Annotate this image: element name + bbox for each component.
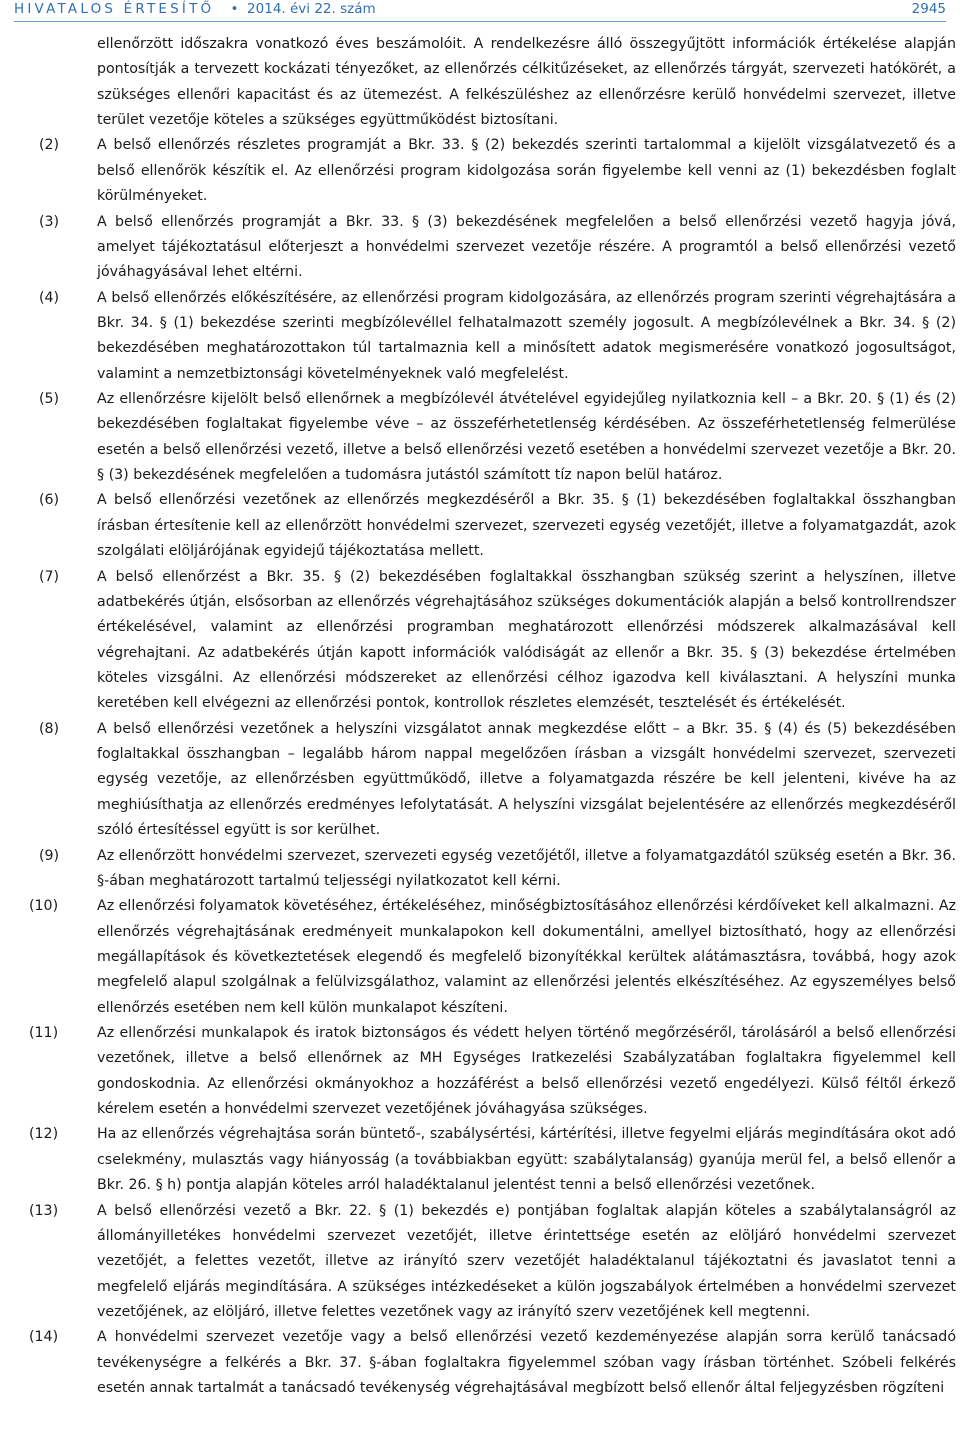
paragraph-number: (11): [29, 1025, 59, 1042]
paragraph-6: [0, 488, 960, 564]
paragraph-text: A honvédelmi szervezet vezetője vagy a belső ellenőrzési vezető kezdeményezése alapján sorra kerülő tanácsadó tevékenységre a felkérés a Bkr. 37. §-ában foglaltakra figyelemmel szóban vagy írásban történhet. Szóbeli felkérés esetén annak tartalmát a tanácsadó tevékenység végrehajtásával megbízott belső ellenőr által feljegyzésben rögzíteni: [97, 1329, 956, 1397]
paragraph-text: A belső ellenőrzés előkészítésére, az ellenőrzési program kidolgozására, az ellenőrzés program szerinti végrehajtására a Bkr. 34. § (1) bekezdése szerinti megbízólevéllel felhatalmazott személy jogosult. A megbízólevélnek a Bkr. 34. § (2) bekezdésében meghatározottakon túl tartalmaznia kell a minősített adatok megismerésére vonatkozó jogosultságot, valamint a nemzetbiztonsági követelményeknek való megfelelést.: [97, 289, 956, 382]
issue-date: 2014. évi 22. szám: [247, 1, 376, 17]
paragraph-number: (10): [29, 898, 59, 915]
paragraph-text: Az ellenőrzési munkalapok és iratok biztonságos és védett helyen történő megőrzéséről, tárolásáról a belső ellenőrzési vezetőnek, illetve a belső ellenőrnek az MH Egységes Iratkezelési Szabályzatában foglaltakra figyelemmel kell gondoskodnia. Az ellenőrzési okmányokhoz a hozzáférést a belső ellenőrzési vezető engedélyezi. Külső féltől érkező kérelem esetén a honvédelmi szervezet vezetőjének jóváhagyása szükséges.: [97, 1025, 956, 1118]
paragraph-number: (8): [39, 720, 60, 737]
paragraph-text: Ha az ellenőrzés végrehajtása során büntető-, szabálysértési, kártérítési, illetve fegyelmi eljárás megindítására okot adó cselekmény, mulasztás vagy hiányosság (a továbbiakban együtt: szabálytalanság) gyanúja merül fel, a belső ellenőr a Bkr. 26. § h) pontja alapján köteles arról haladéktalanul jelentést tenni a belső ellenőrzési vezetőnek.: [97, 1126, 956, 1194]
paragraph-9: [0, 844, 960, 895]
paragraph-number: (12): [29, 1126, 59, 1143]
paragraph-3: [0, 210, 960, 286]
paragraph-text: A belső ellenőrzés részletes programját a Bkr. 33. § (2) bekezdés szerinti tartalommal a kijelölt vizsgálatvezető és a belső ellenőrök készítik el. Az ellenőrzési program kidolgozása során figyelembe kell venni az (1) bekezdésben foglalt körülményeket.: [97, 137, 956, 205]
paragraph-11: [0, 1021, 960, 1122]
paragraph-number: (9): [39, 847, 60, 864]
paragraph-5: [0, 387, 960, 488]
header-divider: [14, 21, 946, 22]
paragraph-text: Az ellenőrzött honvédelmi szervezet, szervezeti egység vezetőjétől, illetve a folyamatgazdától szükség esetén a Bkr. 36. §-ában meghatározott tartalmú teljességi nyilatkozatot kell kérni.: [97, 847, 956, 889]
header-left: [14, 1, 376, 17]
publication-title: HIVATALOS ÉRTESÍTŐ: [14, 1, 215, 17]
paragraph-text: A belső ellenőrzési vezető a Bkr. 22. § (1) bekezdés e) pontjában foglaltak alapján köteles a szabálytalanságról az állományilletékes honvédelmi szervezet vezetőjét, illetve érintettsége esetén az elöljáró honvédelmi szervezet vezetőjét, a felettes vezetőt, illetve az irányító szerv vezetőjét haladéktalanul tájékoztatni és javaslatot tenni a megfelelő eljárás megindítására. A szükséges intézkedéseket a külön jogszabályok értelmében a honvédelmi szervezet vezetőjének, az elöljáró, illetve felettes vezetőnek vagy az irányító szerv vezetőjének kell megtenni.: [97, 1202, 956, 1320]
paragraph-text: ellenőrzött időszakra vonatkozó éves beszámolóit. A rendelkezésre álló összegyűjtött információk értékelése alapján pontosítják a tervezett kockázati tényezőket, az ellenőrzés célkitűzéseket, az ellenőrzés tárgyát, szervezeti hatókörét, a szükséges ellenőri kapacitást és az ütemezést. A felkészüléshez az ellenőrzésre kerülő honvédelmi szervezet, illetve terület vezetője köteles a szükséges együttműködést biztosítani.: [97, 36, 956, 129]
paragraph-7: [0, 565, 960, 717]
paragraph-number: (4): [39, 289, 60, 306]
paragraph-10: [0, 894, 960, 1021]
paragraph-number: (13): [29, 1202, 59, 1219]
paragraph-text: A belső ellenőrzést a Bkr. 35. § (2) bekezdésében foglaltakkal összhangban szükség szerint a helyszínen, illetve adatbekérés útján, elsősorban az ellenőrzés végrehajtásához szükséges dokumentációk alapján a belső kontrollrendszer értékelésével, valamint az ellenőrzési programban meghatározott ellenőrzési módszerek alkalmazásával kell végrehajtani. Az adatbekérés útján kapott információk valódiságát az ellenőr a Bkr. 35. § (3) bekezdése értelmében köteles vizsgálni. Az ellenőrzési módszereket az ellenőrzési célhoz igazodva kell kiválasztani. A helyszíni munka keretében kell elvégezni az ellenőrzési pontok, kontrollok részletes elemzését, tesztelését és értékelését.: [97, 568, 956, 712]
paragraph-8: [0, 717, 960, 844]
paragraph-13: [0, 1199, 960, 1326]
paragraph-number: (14): [29, 1329, 59, 1346]
paragraph-number: (5): [39, 391, 60, 408]
paragraph-number: (7): [39, 568, 60, 585]
paragraph-2: [0, 133, 960, 209]
page-header: [14, 0, 946, 22]
paragraph-text: A belső ellenőrzési vezetőnek az ellenőrzés megkezdéséről a Bkr. 35. § (1) bekezdésében foglaltakkal összhangban írásban értesítenie kell az ellenőrzött honvédelmi szervezet, szervezeti egység vezetőjét, illetve a folyamatgazdát, azok szolgálati elöljárójának egyidejű tájékoztatása mellett.: [97, 492, 956, 560]
paragraph-14: [0, 1325, 960, 1401]
paragraph-12: [0, 1122, 960, 1198]
paragraph-continuation: [0, 32, 960, 133]
paragraph-text: Az ellenőrzésre kijelölt belső ellenőrnek a megbízólevél átvételével egyidejűleg nyilatkoznia kell – a Bkr. 20. § (1) és (2) bekezdésében foglaltakat figyelembe véve – az összeférhetetlenség kérdésében. Az összeférhetetlenség felmerülése esetén a belső ellenőrzési vezető, illetve a belső ellenőrzési vezető esetében a honvédelmi szervezet vezetője a Bkr. 20. § (3) bekezdésének megfelelően a tudomásra jutástól számított tíz napon belül határoz.: [97, 391, 956, 484]
paragraph-text: A belső ellenőrzés programját a Bkr. 33. § (3) bekezdésének megfelelően a belső ellenőrzési vezető hagyja jóvá, amelyet tájékoztatásul előterjeszt a honvédelmi szervezet vezetője részére. A programtól a belső ellenőrzési vezető jóváhagyásával lehet eltérni.: [97, 213, 956, 281]
paragraph-text: Az ellenőrzési folyamatok követéséhez, értékeléséhez, minőségbiztosításához ellenőrzési kérdőíveket kell alkalmazni. Az ellenőrzés végrehajtásának eredményeit munkalapokon kell dokumentálni, amellyel biztosítható, hogy az ellenőrzési megállapítások és következtetések elegendő és megfelelő bizonyítékkal kerültek alátámasztásra, továbbá, hogy azok megfelelő alapul szolgálnak a felülvizsgálathoz, valamint az ellenőrzési jelentés elkészítéséhez. Az egyszemélyes belső ellenőrzés esetében nem kell külön munkalapot készíteni.: [97, 898, 956, 1016]
document-body: [0, 32, 960, 1401]
paragraph-number: (6): [39, 492, 60, 509]
paragraph-number: (2): [39, 137, 60, 154]
paragraph-text: A belső ellenőrzési vezetőnek a helyszíni vizsgálatot annak megkezdése előtt – a Bkr. 35. § (4) és (5) bekezdésében foglaltakkal összhangban – legalább három nappal megelőzően írásban a vizsgált honvédelmi szervezet, szervezeti egység vezetője, az ellenőrzésben együttműködő, illetve a folyamatgazda részére be kell jelenteni, kivéve ha az meghiúsíthatja az ellenőrzés eredményes lefolytatását. A helyszíni vizsgálat bejelentésére az ellenőrzés megkezdéséről szóló értesítéssel együtt is sor kerülhet.: [97, 720, 956, 839]
header-separator: •: [230, 1, 239, 17]
paragraph-number: (3): [39, 213, 60, 230]
paragraph-4: [0, 286, 960, 387]
page-number: 2945: [911, 1, 946, 17]
